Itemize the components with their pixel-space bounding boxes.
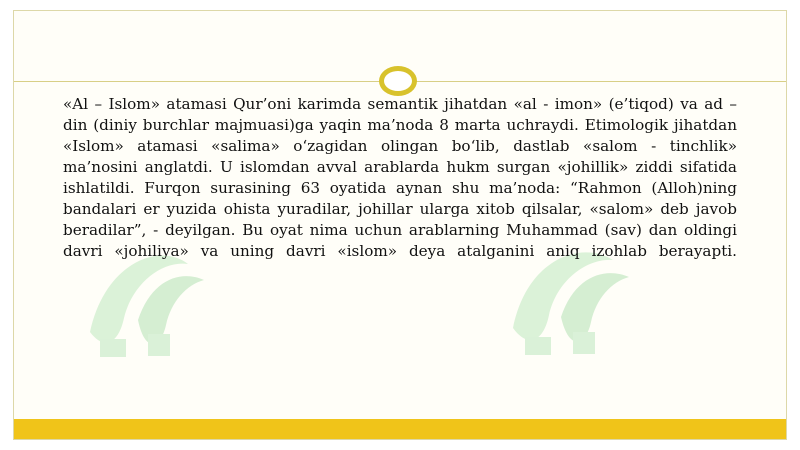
body-paragraph: «Al – Islom» atamasi Qur’oni karimda semantik jihatdan «al - imon» (e’tiqod) va ad – din (diniy burchlar majmuasi)ga yaqin ma’noda 8 marta uchraydi. Etimologik jihatdan «Islom» atamasi «salima» o‘zagidan olingan bo‘lib, dastlab «salom - tinchlik» ma’nosini anglatdi. U islomdan avval arablarda hukm surgan «johillik» ziddi sifatida ishlatildi. Furqon surasining 63 oyatida aynan shu ma’noda: “Rahmon (Alloh)ning bandalari er yuzida ohista yuradilar, johillar ularga xitob qilsalar, «salom» deb javob beradilar”, - deyilgan. Bu oyat nima uchun arablarning Muhammad (sav) dan oldingi davri «johiliya» va uning davri «islom» deya atalganini aniq izohlab berayapti. xyxy=(63,95,737,260)
oval-ring-ornament xyxy=(379,66,417,96)
bottom-yellow-band xyxy=(14,419,786,439)
